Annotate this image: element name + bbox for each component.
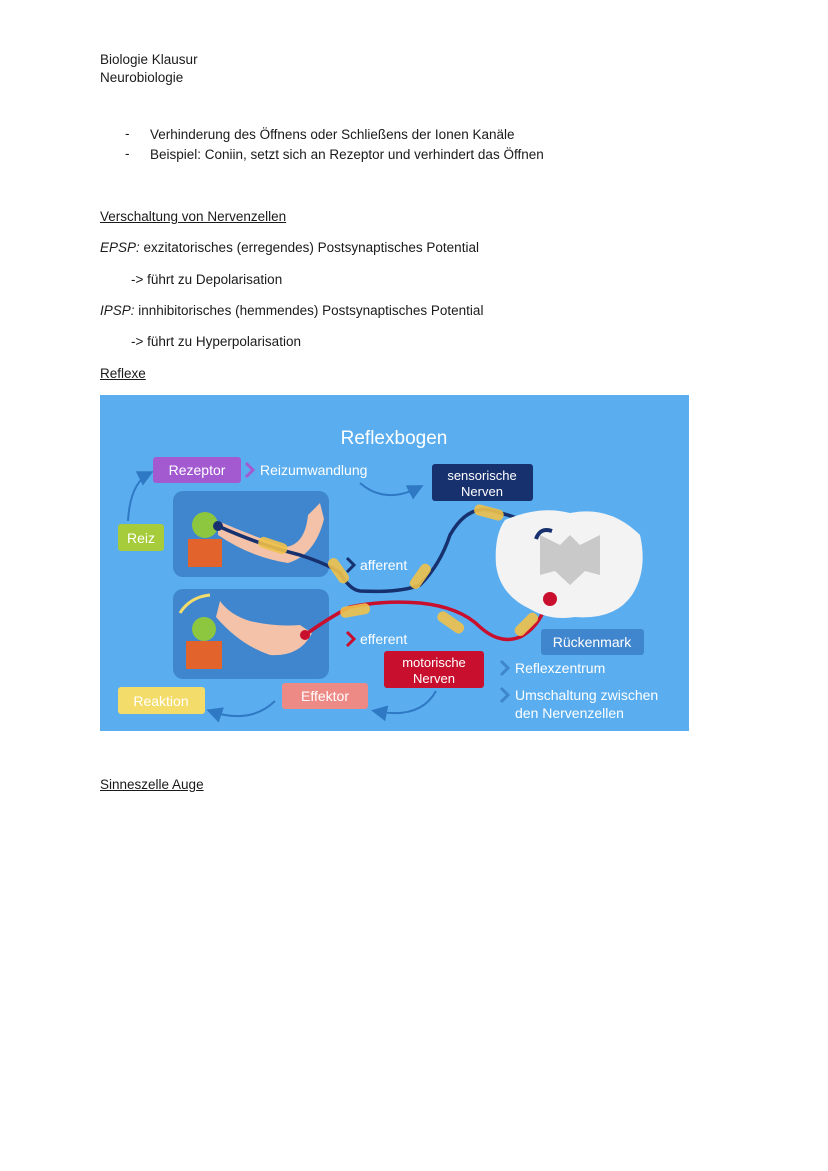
ipsp-definition: innhibitorisches (hemmendes) Postsynaptisches Potential [134,303,484,318]
sensorische-label-2: Nerven [461,484,503,499]
cactus-pot-icon [188,539,222,567]
ipsp-term: IPSP: [100,303,135,318]
header-subject: Biologie Klausur [100,52,198,67]
epsp-definition: exzitatorisches (erregendes) Postsynaptisches Potential [139,240,479,255]
bullet-dash: - [125,146,130,161]
reiz-label: Reiz [126,530,156,546]
reflexzentrum-label: Reflexzentrum [515,660,606,676]
motorische-label-2: Nerven [413,671,455,686]
reflexbogen-diagram [100,395,689,731]
bullet-text: Beispiel: Coniin, setzt sich an Rezeptor und verhindert das Öffnen [150,147,544,162]
bullet-dash: - [125,126,130,141]
rueckenmark-label: Rückenmark [552,634,632,650]
ipsp-result: -> führt zu Hyperpolarisation [131,334,301,349]
reizumwandlung-label: Reizumwandlung [260,462,368,478]
epsp-term: EPSP: [100,240,140,255]
section-heading-sinneszelle: Sinneszelle Auge [100,777,204,792]
epsp-result: -> führt zu Depolarisation [131,272,283,287]
effektor-label: Effektor [301,688,349,704]
motorische-label-1: motorische [402,655,466,670]
section-heading-reflexe: Reflexe [100,366,146,381]
cactus-pot-icon [186,641,222,669]
bullet-text: Verhinderung des Öffnens oder Schließens der Ionen Kanäle [150,127,515,142]
sensorische-label-1: sensorische [447,468,517,483]
rezeptor-label: Rezeptor [168,462,226,478]
umschaltung-label-1: Umschaltung zwischen [515,687,659,703]
diagram-title: Reflexbogen [340,428,448,449]
efferent-label: efferent [360,631,408,647]
umschaltung-label-2: den Nervenzellen [515,705,624,721]
epsp-line [100,239,479,257]
section-heading-verschaltung: Verschaltung von Nervenzellen [100,209,287,224]
motor-neuron-dot-icon [543,592,557,606]
ipsp-line [100,302,483,320]
afferent-label: afferent [360,557,408,573]
header-topic: Neurobiologie [100,70,184,85]
cactus-icon [192,617,216,641]
reaktion-label: Reaktion [133,693,189,709]
